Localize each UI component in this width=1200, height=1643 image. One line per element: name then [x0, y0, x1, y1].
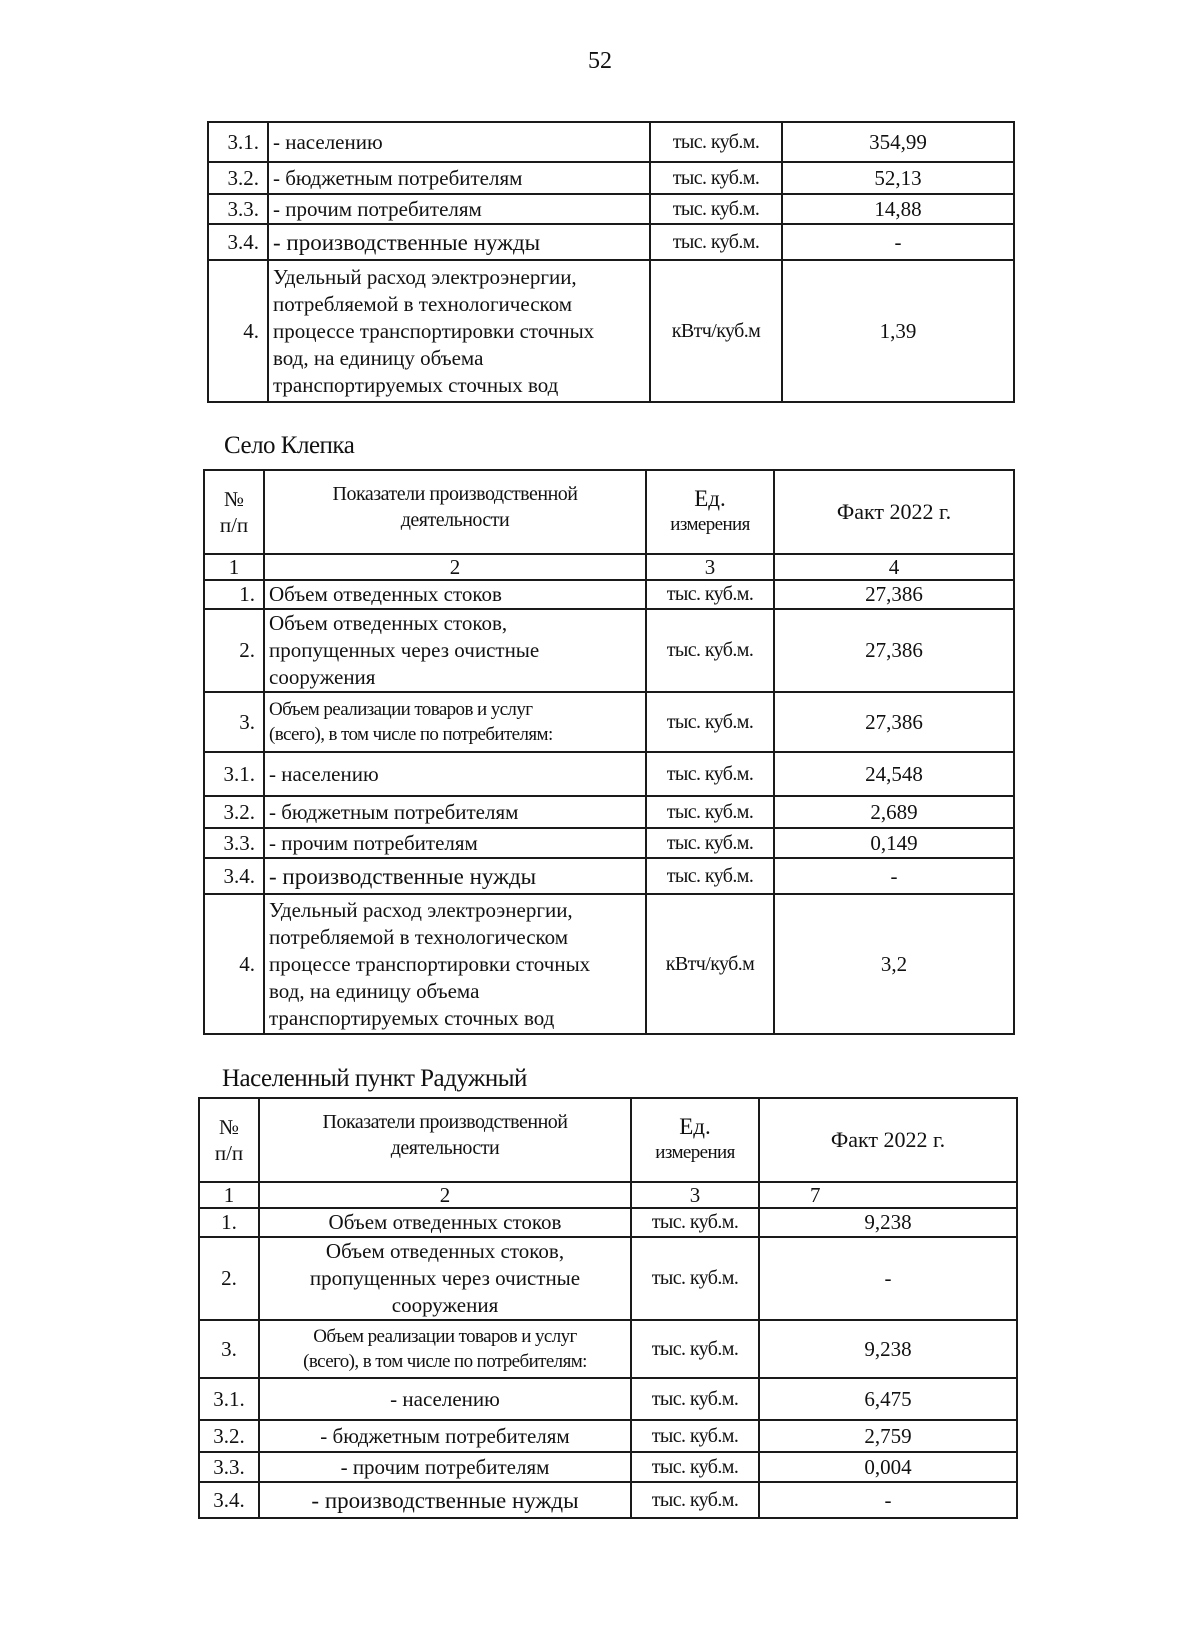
indicator-name [264, 609, 646, 692]
unit-cell: тыс. куб.м. [631, 1482, 759, 1518]
indicator-name [259, 1320, 631, 1378]
indicator-name [268, 162, 650, 194]
header-unit-line: измерения [655, 1142, 735, 1163]
row-number: 3.1. [204, 752, 264, 796]
table-row [204, 828, 1014, 858]
row-number: 3.4. [204, 858, 264, 894]
fact-value: 27,386 [774, 692, 1014, 752]
column-index: 2 [264, 554, 646, 580]
fact-value: 3,2 [774, 894, 1014, 1034]
table-row [199, 1208, 1017, 1237]
section-caption-raduzhny: Населенный пункт Радужный [222, 1065, 527, 1092]
row-number: 3. [204, 692, 264, 752]
fact-value: 6,475 [759, 1378, 1017, 1420]
indicator-name [259, 1208, 631, 1237]
table-row [204, 796, 1014, 828]
indicator-name [268, 224, 650, 260]
column-index-row [199, 1182, 1017, 1208]
unit-cell: тыс. куб.м. [631, 1420, 759, 1452]
table-header-row [199, 1098, 1017, 1182]
indicator-name-line: Объем реализации товаров и услуг [313, 1326, 577, 1347]
column-index: 4 [774, 554, 1014, 580]
unit-cell: тыс. куб.м. [646, 752, 774, 796]
unit-cell: тыс. куб.м. [631, 1208, 759, 1237]
row-number: 3.3. [204, 828, 264, 858]
fact-value: 9,238 [759, 1208, 1017, 1237]
table-row [199, 1452, 1017, 1482]
unit-cell: тыс. куб.м. [650, 194, 782, 224]
indicator-name [259, 1237, 631, 1320]
unit-cell: тыс. куб.м. [650, 224, 782, 260]
row-number: 1. [199, 1208, 259, 1237]
indicator-name-line: пропущенных через очистные [269, 638, 540, 662]
raduzhny-indicators-table [198, 1097, 1018, 1519]
header-fact: Факт 2022 г. [774, 470, 1014, 554]
indicator-name-line: пропущенных через очистные [309, 1266, 581, 1290]
column-index-row [204, 554, 1014, 580]
indicator-name [264, 894, 646, 1034]
fact-value: 14,88 [782, 194, 1014, 224]
table-row [204, 692, 1014, 752]
fact-value: 9,238 [759, 1320, 1017, 1378]
table-row [204, 894, 1014, 1034]
indicator-name [268, 122, 650, 162]
section-caption-klepka: Село Клепка [224, 432, 355, 459]
header-indicator [259, 1098, 631, 1182]
indicator-name-line: - населению [269, 761, 379, 786]
row-number: 3.2. [204, 796, 264, 828]
row-number: 3.2. [208, 162, 268, 194]
indicator-name [268, 260, 650, 402]
indicator-name-line: - бюджетным потребителям [320, 1423, 570, 1448]
indicator-name-line: - населению [273, 129, 383, 154]
unit-cell: тыс. куб.м. [631, 1378, 759, 1420]
fact-value: 2,759 [759, 1420, 1017, 1452]
indicator-name-line: Объем отведенных стоков [269, 582, 502, 606]
indicator-name-line: вод, на единицу объема [273, 345, 484, 370]
table-row [204, 858, 1014, 894]
unit-cell: тыс. куб.м. [646, 796, 774, 828]
header-number-line: п/п [219, 513, 249, 537]
indicator-name-line: - прочим потребителям [269, 830, 478, 855]
indicator-name-line: потребляемой в технологическом [269, 924, 569, 949]
header-indicator-line: деятельности [400, 509, 510, 531]
table-row [204, 609, 1014, 692]
row-number: 3.3. [199, 1452, 259, 1482]
header-indicator-line: Показатели производственной [322, 1111, 568, 1133]
header-unit-line: измерения [670, 514, 750, 535]
header-number-line: № [218, 1115, 240, 1139]
column-index: 7 [759, 1182, 1017, 1208]
fact-value: - [774, 858, 1014, 894]
indicator-name [268, 194, 650, 224]
indicator-name-line: Удельный расход электроэнергии, [269, 897, 573, 922]
indicator-name-line: - прочим потребителям [340, 1454, 550, 1479]
indicator-name-line: Объем реализации товаров и услуг [269, 699, 533, 720]
indicator-name-line: - населению [390, 1386, 500, 1411]
fact-value: - [782, 224, 1014, 260]
table-row [208, 224, 1014, 260]
row-number: 3.1. [199, 1378, 259, 1420]
top-indicators-table [207, 121, 1015, 403]
indicator-name-line: процессе транспортировки сточных [269, 951, 591, 976]
row-number: 3.1. [208, 122, 268, 162]
table-row [199, 1237, 1017, 1320]
indicator-name-line: транспортируемых сточных вод [273, 372, 559, 397]
indicator-name [264, 828, 646, 858]
fact-value: 0,149 [774, 828, 1014, 858]
indicator-name [264, 858, 646, 894]
row-number: 3.2. [199, 1420, 259, 1452]
row-number: 1. [204, 580, 264, 609]
row-number: 3. [199, 1320, 259, 1378]
column-index: 2 [259, 1182, 631, 1208]
indicator-name-line: Объем отведенных стоков, [269, 611, 508, 635]
klepka-indicators-table [203, 469, 1015, 1035]
column-index: 1 [199, 1182, 259, 1208]
table-row [199, 1482, 1017, 1518]
indicator-name-line: - производственные нужды [273, 229, 541, 255]
indicator-name-line: - бюджетным потребителям [273, 165, 523, 190]
indicator-name [259, 1420, 631, 1452]
header-indicator-line: Показатели производственной [332, 483, 578, 505]
header-unit [631, 1098, 759, 1182]
unit-cell: тыс. куб.м. [646, 609, 774, 692]
indicator-name-line: Объем отведенных стоков [328, 1210, 562, 1234]
unit-cell: тыс. куб.м. [646, 858, 774, 894]
table-row [208, 122, 1014, 162]
indicator-name-line: транспортируемых сточных вод [269, 1005, 555, 1030]
fact-value: 27,386 [774, 609, 1014, 692]
column-index: 1 [204, 554, 264, 580]
header-number [199, 1098, 259, 1182]
indicator-name-line: потребляемой в технологическом [273, 291, 573, 316]
row-number: 3.4. [208, 224, 268, 260]
table-header-row [204, 470, 1014, 554]
unit-cell: тыс. куб.м. [646, 580, 774, 609]
unit-cell: тыс. куб.м. [650, 162, 782, 194]
table-row [208, 194, 1014, 224]
header-fact: Факт 2022 г. [759, 1098, 1017, 1182]
fact-value: 0,004 [759, 1452, 1017, 1482]
fact-value: 354,99 [782, 122, 1014, 162]
page-number: 52 [588, 48, 612, 74]
indicator-name-line: - производственные нужды [311, 1487, 579, 1513]
unit-cell: тыс. куб.м. [650, 122, 782, 162]
fact-value: - [759, 1482, 1017, 1518]
row-number: 2. [199, 1237, 259, 1320]
header-unit-line: Ед. [679, 1114, 711, 1139]
table-row [199, 1320, 1017, 1378]
indicator-name-line: вод, на единицу объема [269, 978, 480, 1003]
indicator-name-line: Объем отведенных стоков, [325, 1239, 565, 1263]
fact-value: 27,386 [774, 580, 1014, 609]
indicator-name-line: Удельный расход электроэнергии, [273, 264, 577, 289]
indicator-name-line: сооружения [391, 1293, 499, 1317]
indicator-name [264, 692, 646, 752]
header-unit [646, 470, 774, 554]
indicator-name-line: - прочим потребителям [273, 196, 482, 221]
row-number: 4. [208, 260, 268, 402]
indicator-name-line: процессе транспортировки сточных [273, 318, 595, 343]
fact-value: 52,13 [782, 162, 1014, 194]
table-row [204, 580, 1014, 609]
table-row [208, 162, 1014, 194]
unit-cell: тыс. куб.м. [631, 1237, 759, 1320]
row-number: 3.3. [208, 194, 268, 224]
header-unit-line: Ед. [694, 486, 726, 511]
header-number-line: п/п [214, 1141, 244, 1165]
indicator-name-line: - бюджетным потребителям [269, 799, 519, 824]
unit-cell: кВтч/куб.м [650, 260, 782, 402]
indicator-name [264, 796, 646, 828]
indicator-name-line: сооружения [269, 665, 376, 689]
row-number: 2. [204, 609, 264, 692]
unit-cell: кВтч/куб.м [646, 894, 774, 1034]
indicator-name [264, 752, 646, 796]
header-indicator-line: деятельности [390, 1137, 500, 1159]
fact-value: 2,689 [774, 796, 1014, 828]
column-index: 3 [646, 554, 774, 580]
table-row [204, 752, 1014, 796]
unit-cell: тыс. куб.м. [646, 828, 774, 858]
column-index: 3 [631, 1182, 759, 1208]
fact-value: 24,548 [774, 752, 1014, 796]
table-row [199, 1420, 1017, 1452]
unit-cell: тыс. куб.м. [631, 1452, 759, 1482]
fact-value: - [759, 1237, 1017, 1320]
indicator-name-line: (всего), в том числе по потребителям: [269, 724, 553, 745]
fact-value: 1,39 [782, 260, 1014, 402]
indicator-name [259, 1482, 631, 1518]
indicator-name-line: - производственные нужды [269, 863, 537, 889]
table-row [199, 1378, 1017, 1420]
row-number: 3.4. [199, 1482, 259, 1518]
indicator-name [259, 1378, 631, 1420]
row-number: 4. [204, 894, 264, 1034]
indicator-name-line: (всего), в том числе по потребителям: [303, 1351, 587, 1372]
table-row [208, 260, 1014, 402]
unit-cell: тыс. куб.м. [631, 1320, 759, 1378]
unit-cell: тыс. куб.м. [646, 692, 774, 752]
indicator-name [264, 580, 646, 609]
header-number [204, 470, 264, 554]
indicator-name [259, 1452, 631, 1482]
header-indicator [264, 470, 646, 554]
header-number-line: № [223, 487, 245, 511]
